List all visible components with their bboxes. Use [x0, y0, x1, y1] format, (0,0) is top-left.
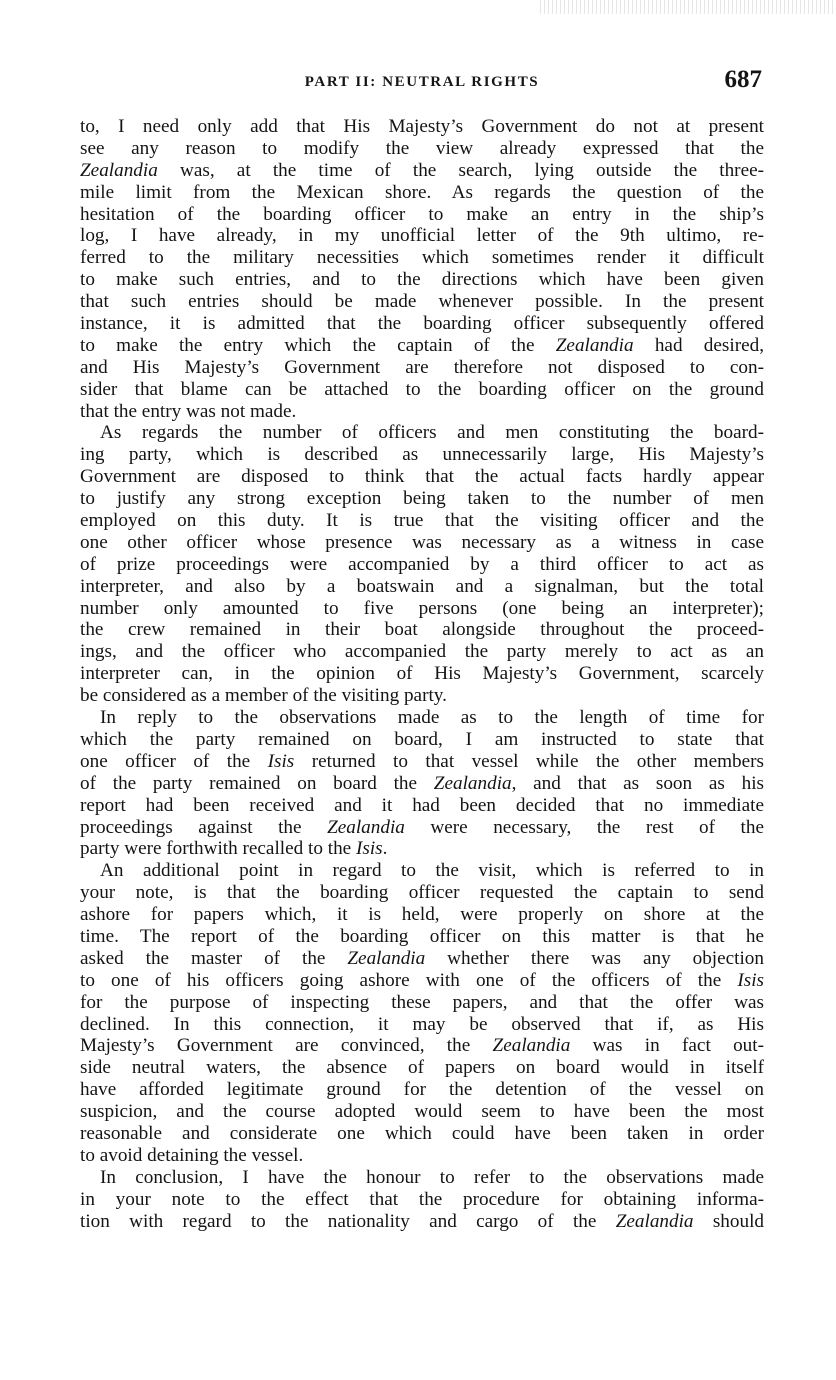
text-line: [80, 1211, 764, 1233]
text-segment: was in fact out-: [570, 1035, 764, 1057]
text-line: [80, 422, 764, 444]
text-segment: was, at the time of the search, lying outside the three-: [157, 159, 764, 181]
text-segment: time. The report of the boarding officer on this matter is that he: [80, 925, 764, 947]
text-segment: should: [693, 1210, 764, 1232]
running-head: [80, 66, 764, 100]
text-line: [80, 729, 764, 751]
text-segment: to justify any strong exception being taken to the number of men: [80, 488, 764, 510]
text-segment: report had been received and it had been decided that no immediate: [80, 794, 764, 816]
italic-text: Zealandia: [80, 159, 158, 181]
text-line: [80, 488, 764, 510]
text-segment: to, I need only add that His Majesty’s Government do not at present: [80, 116, 764, 137]
italic-text: Zealandia: [433, 772, 512, 794]
italic-text: Zealandia: [347, 947, 426, 969]
text-segment: for the purpose of inspecting these papers, and that the offer was: [80, 991, 764, 1013]
text-segment: .: [382, 838, 388, 860]
text-line: [80, 466, 764, 488]
text-segment: that such entries should be made whenever possible. In the present: [80, 291, 764, 313]
text-line: [80, 576, 764, 598]
text-line: [80, 1189, 764, 1211]
text-segment: one other officer whose presence was necessary as a witness in case: [80, 531, 764, 553]
text-line: [80, 182, 764, 204]
text-line: [80, 204, 764, 226]
text-line: [80, 1079, 764, 1101]
text-line: [80, 751, 764, 773]
italic-text: Isis: [355, 838, 383, 860]
text-segment: ashore for papers which, it is held, were properly on shore at the: [80, 904, 764, 926]
text-line: [80, 532, 764, 554]
text-segment: and His Majesty’s Government are therefore not disposed to con-: [80, 356, 764, 378]
text-line: [80, 1101, 764, 1123]
text-segment: ing party, which is described as unnecessarily large, His Majesty’s: [80, 444, 764, 466]
text-line: [80, 970, 764, 992]
text-line: [80, 444, 764, 466]
text-segment: tion with regard to the nationality and cargo of the: [80, 1210, 616, 1232]
text-line: [80, 357, 764, 379]
text-segment: be considered as a member of the visiting party.: [80, 685, 447, 707]
text-segment: to make the entry which the captain of the: [80, 334, 556, 356]
text-line: [80, 598, 764, 620]
text-segment: proceedings against the: [80, 816, 328, 838]
text-line: [80, 1057, 764, 1079]
text-segment: As regards the number of officers and men constituting the board-: [100, 422, 764, 444]
text-segment: In conclusion, I have the honour to refer to the observations made: [100, 1166, 764, 1188]
text-segment: your note, is that the boarding officer requested the captain to send: [80, 882, 764, 904]
italic-text: Isis: [267, 750, 295, 772]
text-segment: ferred to the military necessities which sometimes render it difficult: [80, 247, 764, 269]
text-segment: declined. In this connection, it may be observed that if, as His: [80, 1013, 764, 1035]
text-segment: have afforded legitimate ground for the detention of the vessel on: [80, 1079, 764, 1101]
text-segment: whether there was any objection: [425, 947, 764, 969]
text-segment: party were forthwith recalled to the: [80, 838, 356, 860]
text-segment: of the party remained on board the: [80, 772, 434, 794]
text-segment: of prize proceedings were accompanied by a third officer to act as: [80, 553, 764, 575]
text-segment: employed on this duty. It is true that the visiting officer and the: [80, 510, 764, 532]
italic-text: Zealandia: [492, 1035, 571, 1057]
text-line: [80, 554, 764, 576]
text-line: [80, 685, 764, 707]
text-segment: to one of his officers going ashore with one of the officers of the: [80, 969, 738, 991]
text-line: [80, 269, 764, 291]
page-number: 687: [724, 66, 762, 93]
text-line: [80, 773, 764, 795]
italic-text: Zealandia: [615, 1210, 694, 1232]
text-segment: interpreter can, in the opinion of His Majesty’s Government, scarcely: [80, 663, 764, 685]
italic-text: Isis: [737, 969, 764, 991]
text-segment: ings, and the officer who accompanied the party merely to act as an: [80, 641, 764, 663]
text-segment: number only amounted to five persons (one being an interpreter);: [80, 597, 764, 619]
text-segment: , and that as soon as his: [511, 772, 764, 794]
body-text: [80, 116, 764, 1232]
text-segment: Government are disposed to think that the actual facts hardly appear: [80, 466, 764, 488]
text-segment: suspicion, and the course adopted would seem to have been the most: [80, 1101, 764, 1123]
text-segment: An additional point in regard to the visit, which is referred to in: [100, 860, 764, 882]
text-segment: the crew remained in their boat alongside throughout the proceed-: [80, 619, 764, 641]
text-line: [80, 882, 764, 904]
text-line: [80, 138, 764, 160]
text-line: [80, 619, 764, 641]
text-line: [80, 904, 764, 926]
text-segment: Majesty’s Government are convinced, the: [80, 1035, 493, 1057]
text-segment: had desired,: [633, 334, 764, 356]
text-line: [80, 335, 764, 357]
text-line: [80, 1167, 764, 1189]
text-line: [80, 510, 764, 532]
text-segment: log, I have already, in my unofficial letter of the 9th ultimo, re-: [80, 225, 764, 247]
text-line: [80, 948, 764, 970]
text-segment: In reply to the observations made as to the length of time for: [100, 707, 764, 729]
text-line: [80, 795, 764, 817]
text-segment: to make such entries, and to the directions which have been given: [80, 269, 764, 291]
text-segment: to avoid detaining the vessel.: [80, 1144, 304, 1166]
text-segment: which the party remained on board, I am instructed to state that: [80, 728, 764, 750]
text-segment: mile limit from the Mexican shore. As regards the question of the: [80, 181, 764, 203]
text-segment: reasonable and considerate one which could have been taken in order: [80, 1122, 764, 1144]
text-line: [80, 247, 764, 269]
text-line: [80, 817, 764, 839]
text-line: [80, 1145, 764, 1167]
text-line: [80, 116, 764, 138]
text-segment: side neutral waters, the absence of papers on board would in itself: [80, 1057, 764, 1079]
italic-text: Zealandia: [327, 816, 405, 838]
text-line: [80, 401, 764, 423]
text-line: [80, 860, 764, 882]
text-line: [80, 225, 764, 247]
text-line: [80, 1123, 764, 1145]
text-line: [80, 926, 764, 948]
text-segment: instance, it is admitted that the boarding officer subsequently offered: [80, 313, 764, 335]
scan-artifact: [540, 0, 836, 14]
text-segment: returned to that vessel while the other members: [294, 750, 764, 772]
running-title: PART II: NEUTRAL RIGHTS: [304, 74, 540, 90]
text-segment: were necessary, the rest of the: [404, 816, 764, 838]
text-line: [80, 160, 764, 182]
text-segment: one officer of the: [80, 750, 268, 772]
text-segment: asked the master of the: [80, 947, 348, 969]
text-line: [80, 1014, 764, 1036]
text-line: [80, 641, 764, 663]
text-segment: that the entry was not made.: [80, 400, 297, 422]
text-line: [80, 838, 764, 860]
text-line: [80, 663, 764, 685]
text-segment: sider that blame can be attached to the boarding officer on the ground: [80, 378, 764, 400]
text-line: [80, 291, 764, 313]
text-line: [80, 1035, 764, 1057]
text-segment: see any reason to modify the view already expressed that the: [80, 137, 764, 159]
text-line: [80, 992, 764, 1014]
text-line: [80, 313, 764, 335]
text-line: [80, 379, 764, 401]
text-segment: in your note to the effect that the procedure for obtaining informa-: [80, 1188, 764, 1210]
text-segment: interpreter, and also by a boatswain and a signalman, but the total: [80, 575, 764, 597]
text-segment: hesitation of the boarding officer to make an entry in the ship’s: [80, 203, 764, 225]
italic-text: Zealandia: [555, 334, 634, 356]
text-line: [80, 707, 764, 729]
